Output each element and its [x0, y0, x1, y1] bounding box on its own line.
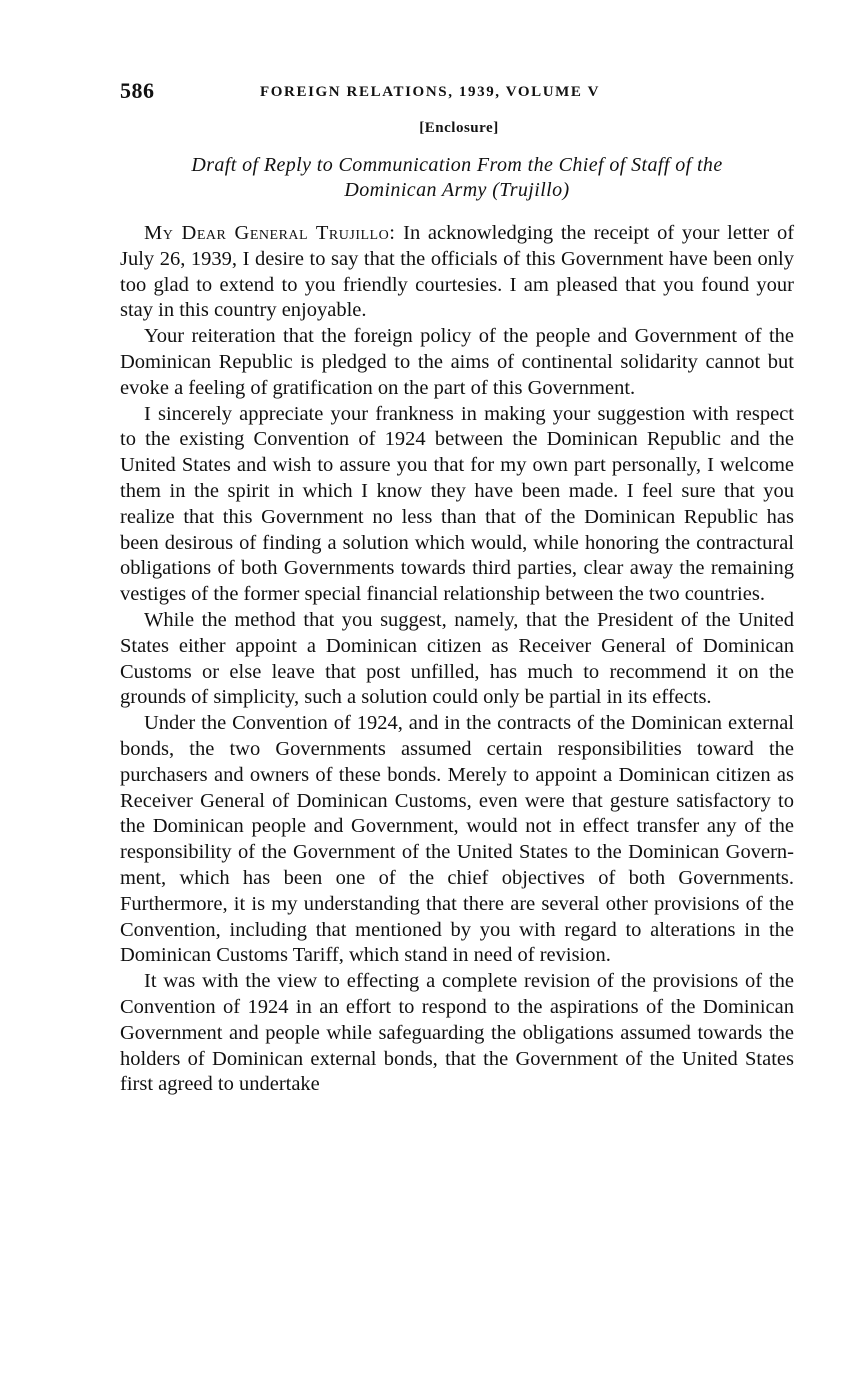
- document-title-line-2-post: ): [562, 179, 570, 201]
- document-title-name: Trujillo: [499, 179, 563, 201]
- paragraph-2: Your reiteration that the foreign policy of the people and Government of the Dominican Republic is pledged to the aims of continental solidarity cannot but evoke a feeling of gratification on the part of this Government.: [120, 325, 794, 399]
- paragraph-1: [120, 221, 794, 324]
- running-header: [120, 78, 794, 112]
- document-title-line-2-pre: Dominican Army (: [344, 179, 500, 201]
- paragraph-4: While the method that you suggest, namely, that the President of the United States either appoint a Dominican citizen as Receiver General of Dominican Customs or else leave that post unfilled, has much to recommend it on the grounds of simplicity, such a solution could only be partial in its effects.: [120, 608, 794, 709]
- salutation: My Dear General Trujillo:: [144, 222, 396, 244]
- enclosure-label: [Enclosure]: [419, 120, 499, 136]
- paragraph-5: Under the Convention of 1924, and in the contracts of the Dominican external bonds, the two Governments assumed certain responsibilities toward the purchasers and owners of these bonds. Merely to appoint a Dominican citizen as Receiver General of Dominican Customs, even were that gesture satisfactory to the Dominican people and Government, would not in effect transfer any of the responsibility of the Government of the United States to the Dominican Government, which has been one of the chief objectives of both Governments. Furthermore, it is my understanding that there are several other provisions of the Convention, including that mentioned by you with regard to alterations in the Dominican Customs Tariff, which stand in need of revision.: [120, 712, 794, 967]
- document-title: [120, 153, 794, 203]
- document-title-line-1: Draft of Reply to Communication From the Chief of Staff of the: [191, 154, 723, 176]
- paragraph-3: I sincerely appreciate your frankness in making your suggestion with respect to the existing Convention of 1924 between the Dominican Republic and the United States and wish to assure you that for my own part personally, I welcome them in the spirit in which I know they have been made. I feel sure that you realize that this Government no less than that of the Dominican Republic has been desirous of finding a solution which would, while honoring the contractural obligations of both Governments towards third parties, clear away the remaining vestiges of the former special financial relationship between the two countries.: [120, 402, 794, 606]
- page-number: 586: [120, 78, 155, 103]
- paragraph-6: It was with the view to effecting a complete revision of the provisions of the Convention of 1924 in an effort to respond to the aspirations of the Dominican Government and people while safeguarding the obligations assumed towards the holders of Dominican external bonds, that the Government of the United States first agreed to undertake: [120, 970, 794, 1096]
- document-page: [120, 78, 794, 1098]
- paragraph-1-text: In acknowledging the receipt of your letter of July 26, 1939, I desire to say that the officials of this Government have been only too glad to extend to you friendly courtesies. I am pleased that you found your stay in this country enjoyable.: [120, 222, 795, 322]
- letter-body: [120, 221, 794, 1098]
- document-title-line-2: [120, 178, 794, 203]
- running-title: FOREIGN RELATIONS, 1939, VOLUME V: [260, 84, 601, 100]
